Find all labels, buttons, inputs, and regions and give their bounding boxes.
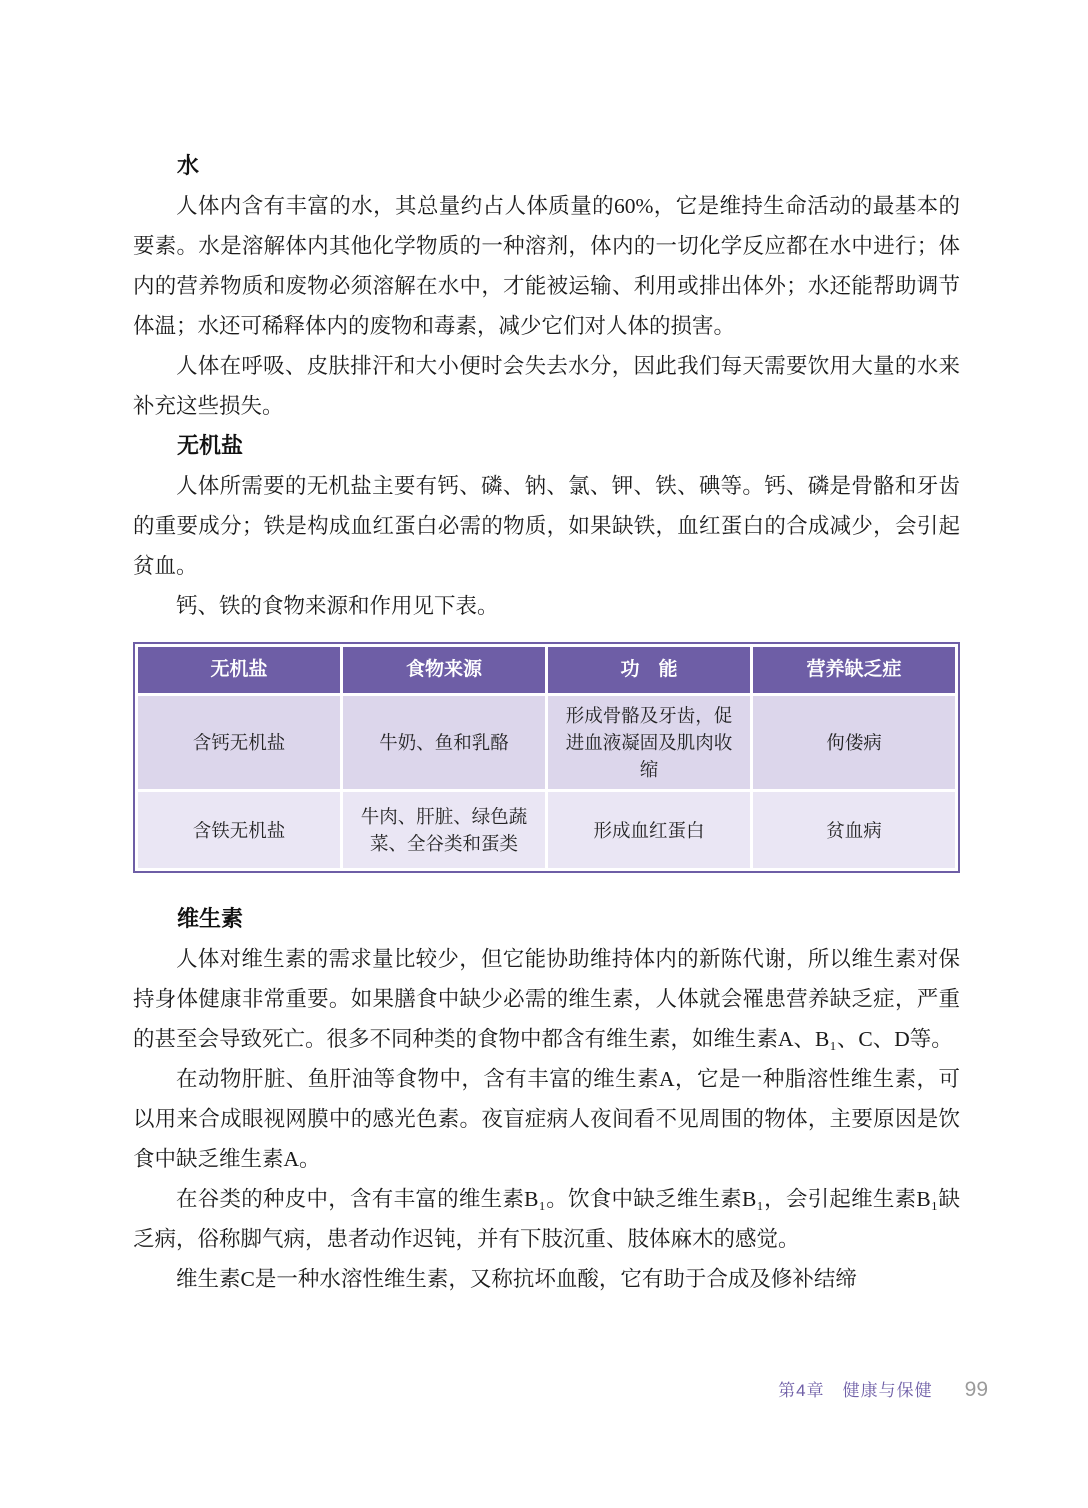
footer-page-number: 99	[964, 1378, 988, 1401]
section-heading-minerals: 无机盐	[177, 433, 244, 458]
footer-chapter-title: 第4章 健康与保健	[778, 1381, 933, 1400]
cell-iron-food-source: 牛肉、肝脏、绿色蔬菜、全谷类和蛋类	[343, 792, 545, 868]
minerals-paragraph-1: 人体所需要的无机盐主要有钙、磷、钠、氯、钾、铁、碘等。钙、磷是骨骼和牙齿的重要成分；铁是构成血红蛋白必需的物质，如果缺铁，血红蛋白的合成减少，会引起贫血。	[133, 474, 960, 578]
table-row-calcium	[138, 696, 955, 789]
cell-iron-function: 形成血红蛋白	[548, 792, 750, 868]
vitamins-paragraph-3: 在谷类的种皮中，含有丰富的维生素B₁。饮食中缺乏维生素B₁，会引起维生素B₁缺乏病，俗称脚气病，患者动作迟钝，并有下肢沉重、肢体麻木的感觉。	[133, 1187, 960, 1251]
table-header-food-source: 食物来源	[343, 647, 545, 693]
table-header-function: 功 能	[548, 647, 750, 693]
table-header-row	[138, 647, 955, 693]
water-paragraph-1: 人体内含有丰富的水，其总量约占人体质量的60%，它是维持生命活动的最基本的要素。水是溶解体内其他化学物质的一种溶剂，体内的一切化学反应都在水中进行；体内的营养物质和废物必须溶解在水中，才能被运输、利用或排出体外；水还能帮助调节体温；水还可稀释体内的废物和毒素，减少它们对人体的损害。	[133, 194, 960, 338]
vitamins-paragraph-2: 在动物肝脏、鱼肝油等食物中，含有丰富的维生素A，它是一种脂溶性维生素，可以用来合成眼视网膜中的感光色素。夜盲症病人夜间看不见周围的物体，主要原因是饮食中缺乏维生素A。	[133, 1067, 960, 1171]
minerals-table-body	[138, 696, 955, 868]
cell-calcium-function: 形成骨骼及牙齿，促进血液凝固及肌肉收缩	[548, 696, 750, 789]
water-paragraph-2: 人体在呼吸、皮肤排汗和大小便时会失去水分，因此我们每天需要饮用大量的水来补充这些损失。	[133, 354, 960, 418]
section-heading-vitamins: 维生素	[177, 906, 244, 931]
cell-calcium-deficiency: 佝偻病	[753, 696, 955, 789]
vitamins-paragraph-4: 维生素C是一种水溶性维生素，又称抗坏血酸，它有助于合成及修补结缔	[176, 1267, 857, 1291]
table-header-mineral: 无机盐	[138, 647, 340, 693]
cell-iron-deficiency: 贫血病	[753, 792, 955, 868]
table-row-iron	[138, 792, 955, 868]
minerals-table	[133, 642, 960, 873]
minerals-paragraph-2: 钙、铁的食物来源和作用见下表。	[176, 594, 499, 618]
minerals-table-head	[138, 647, 955, 693]
cell-calcium-food-source: 牛奶、鱼和乳酪	[343, 696, 545, 789]
cell-calcium-mineral: 含钙无机盐	[138, 696, 340, 789]
table-header-deficiency: 营养缺乏症	[753, 647, 955, 693]
vitamins-paragraph-1: 人体对维生素的需求量比较少，但它能协助维持体内的新陈代谢，所以维生素对保持身体健康非常重要。如果膳食中缺少必需的维生素，人体就会罹患营养缺乏症，严重的甚至会导致死亡。很多不同种类的食物中都含有维生素，如维生素A、B₁、C、D等。	[133, 947, 960, 1051]
page-content	[133, 146, 960, 1299]
page-footer	[778, 1376, 988, 1402]
section-heading-water: 水	[177, 153, 200, 178]
cell-iron-mineral: 含铁无机盐	[138, 792, 340, 868]
